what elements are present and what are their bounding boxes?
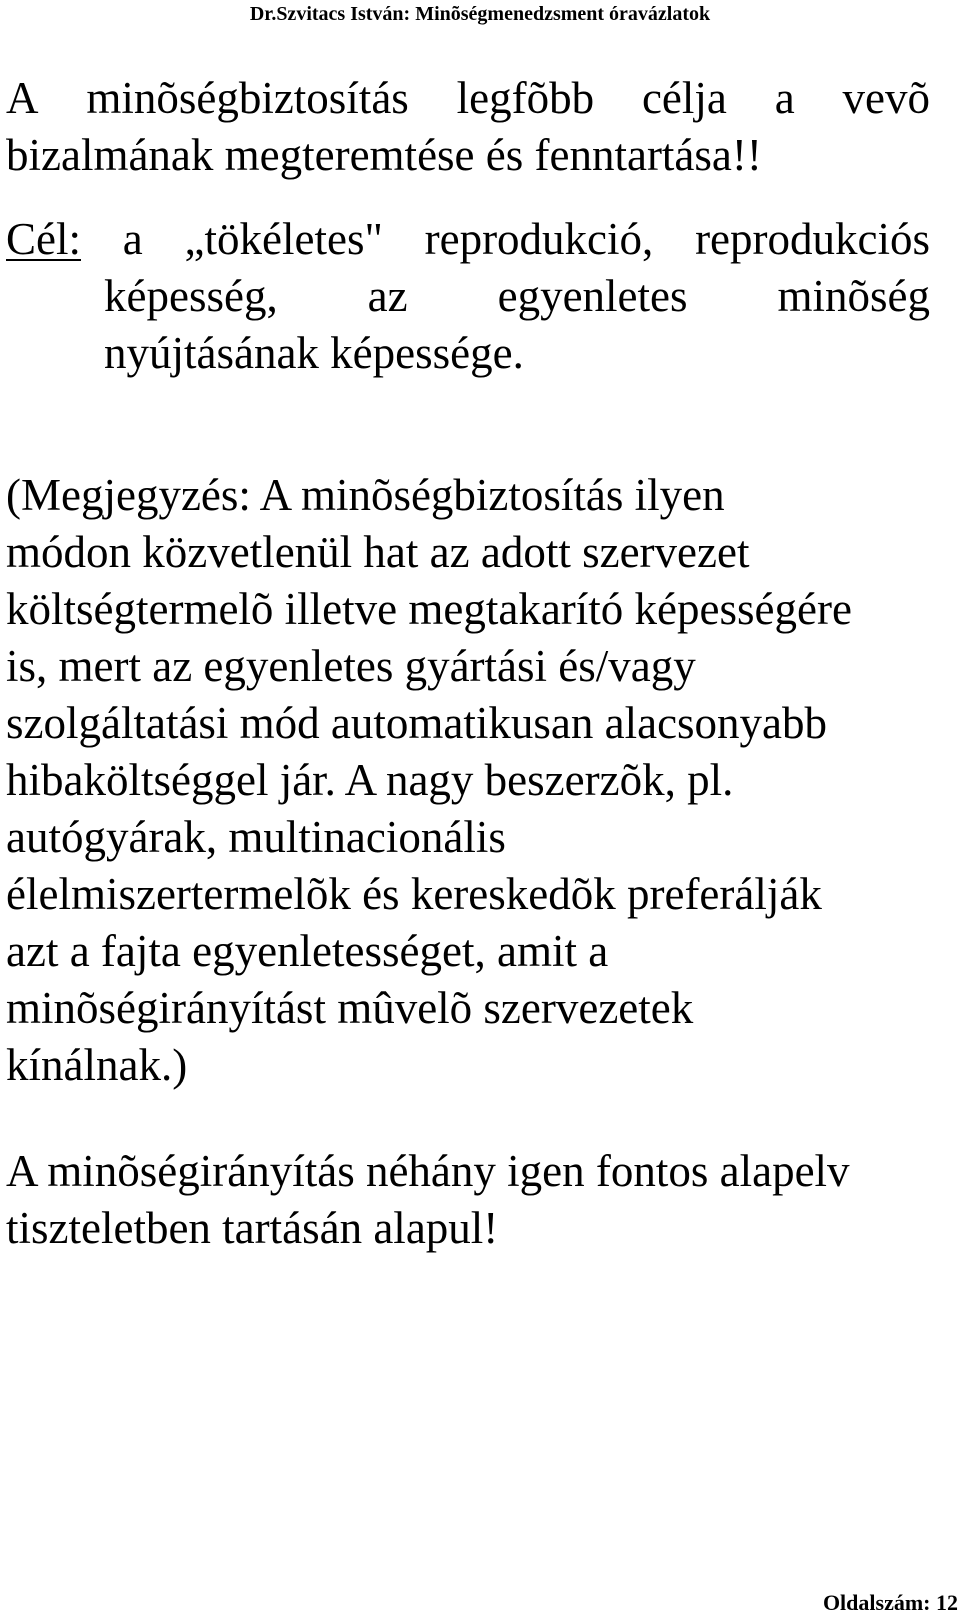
- word: reprodukció,: [424, 214, 654, 264]
- paragraph-line: [6, 70, 930, 127]
- paragraph-line: (Megjegyzés: A minõségbiztosítás ilyen: [6, 470, 725, 520]
- paragraph-line: azt a fajta egyenletességet, amit a: [6, 926, 609, 976]
- word: a: [122, 214, 143, 264]
- word: A: [6, 73, 39, 123]
- paragraph-line: [6, 211, 930, 268]
- word: reprodukciós: [695, 214, 930, 264]
- paragraph-goal-continuation: [104, 268, 930, 382]
- word: célja: [641, 73, 727, 123]
- word: vevõ: [842, 73, 930, 123]
- word: „tökéletes": [184, 214, 383, 264]
- paragraph-line: is, mert az egyenletes gyártási és/vagy: [6, 641, 696, 691]
- paragraph-line: nyújtásának képessége.: [104, 328, 524, 378]
- word: képesség,: [104, 271, 278, 321]
- word: egyenletes: [497, 271, 688, 321]
- paragraph-note: [6, 467, 852, 1094]
- paragraph-line: élelmiszertermelõk és kereskedõk preferálják: [6, 869, 822, 919]
- paragraph-goal-definition: [6, 211, 930, 268]
- paragraph-principles: [6, 1143, 850, 1257]
- word: legfõbb: [456, 73, 595, 123]
- paragraph-line: minõségirányítást mûvelõ szervezetek: [6, 983, 694, 1033]
- paragraph-line: kínálnak.): [6, 1040, 188, 1090]
- paragraph-line: [104, 268, 930, 325]
- paragraph-quality-assurance-goal: [6, 70, 930, 184]
- paragraph-line: szolgáltatási mód automatikusan alacsonyabb: [6, 698, 828, 748]
- paragraph-line: bizalmának megteremtése és fenntartása!!: [6, 130, 762, 180]
- goal-label: Cél:: [6, 214, 81, 264]
- paragraph-line: költségtermelõ illetve megtakarító képességére: [6, 584, 852, 634]
- paragraph-line: A minõségirányítás néhány igen fontos alapelv: [6, 1146, 850, 1196]
- word: minõségbiztosítás: [86, 73, 409, 123]
- paragraph-line: tiszteletben tartásán alapul!: [6, 1203, 499, 1253]
- page-number: Oldalszám: 12: [822, 1590, 958, 1615]
- paragraph-line: autógyárak, multinacionális: [6, 812, 506, 862]
- word: az: [367, 271, 408, 321]
- paragraph-line: módon közvetlenül hat az adott szervezet: [6, 527, 750, 577]
- page-header: Dr.Szvitacs István: Minõségmenedzsment óravázlatok: [249, 3, 711, 25]
- word: minõség: [777, 271, 930, 321]
- word: a: [774, 73, 795, 123]
- paragraph-line: hibaköltséggel jár. A nagy beszerzõk, pl.: [6, 755, 734, 805]
